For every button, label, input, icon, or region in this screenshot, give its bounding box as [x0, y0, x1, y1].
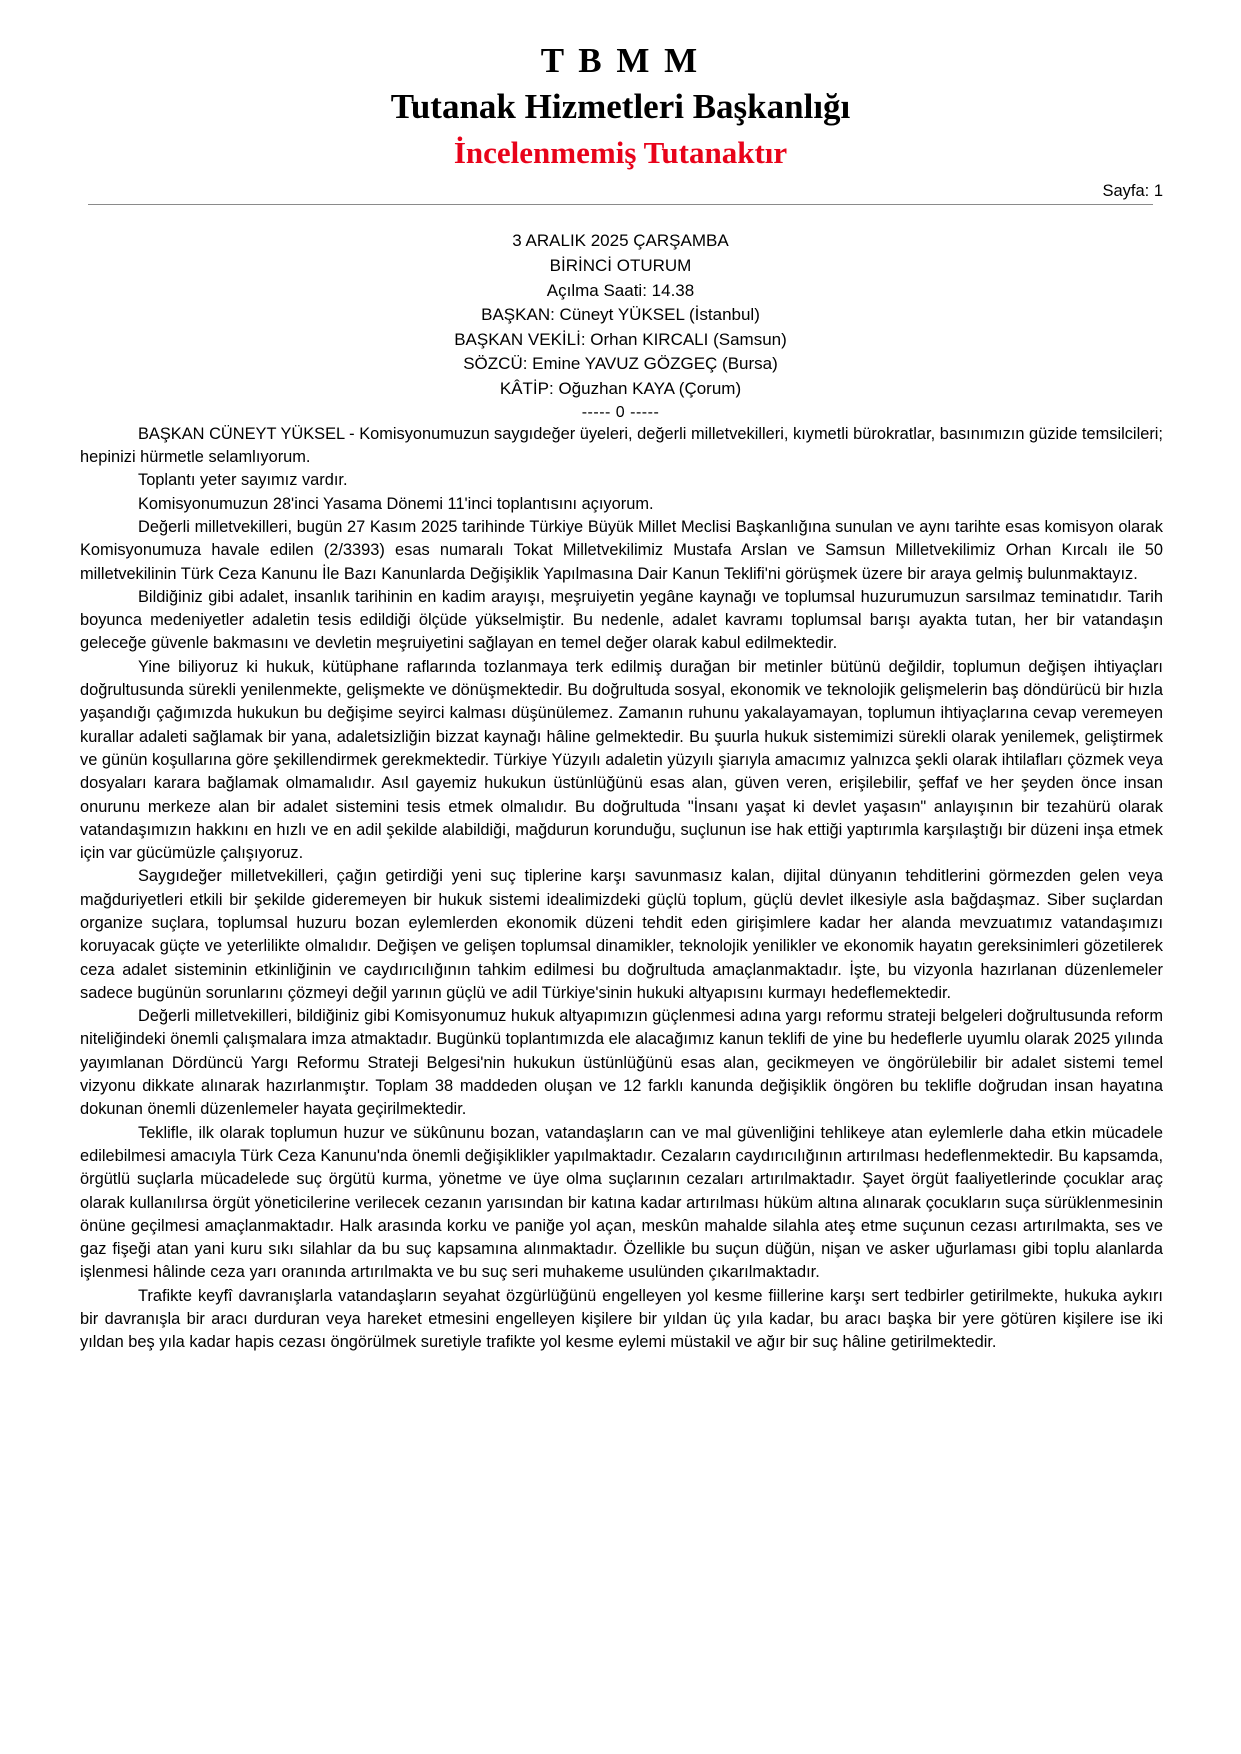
transcript-paragraph: Trafikte keyfî davranışlarla vatandaşların seyahat özgürlüğünü engelleyen yol kesme fiillerine karşı sert tedbirler getirilmekte, hukuka aykırı bir davranışla bir aracı durduran veya hareket etmesini engelleyen kişilere bir yıldan üç yıla kadar, bu aracı başka bir yere götüren kişilere ise iki yıldan beş yıla kadar hapis cezası öngörülmek suretiyle trafikte yol kesme eylemi müstakil ve ağır bir suç hâline getirilmektedir. [80, 1286, 1163, 1352]
transcript-paragraph: Teklifle, ilk olarak toplumun huzur ve sükûnunu bozan, vatandaşların can ve mal güvenliğini tehlikeye atan eylemlerle daha etkin mücadele edilebilmesi amacıyla Türk Ceza Kanunu'nda önemli değişiklikler yapılmaktadır. Cezaların caydırıcılığının artırılması hedeflenmektedir. Bu kapsamda, örgütlü suçlarla mücadelede suç örgütü kurma, yönetme ve üye olma suçlarının cezaları artırılmaktadır. Şayet örgüt faaliyetlerinde çocuklar araç olarak kullanılırsa örgüt yöneticilerine verilecek cezanın yarısından bir katına kadar artırılması hüküm altına alınarak çocukların suça sürüklenmesinin önüne geçilmesi amaçlanmaktadır. Halk arasında korku ve paniğe yol açan, meskûn mahalde silahla ateş etme suçunun cezası artırılmakta, ses ve gaz fişeği atan yani kuru sıkı silahlar da bu suç kapsamına alınmaktadır. Özellikle bu suçun düğün, nişan ve asker uğurlaması gibi toplu alanlarda işlenmesi hâlinde ceza yarı oranında artırılmakta ve bu suç seri muhakeme usulünden çıkarılmaktadır. [80, 1123, 1163, 1282]
transcript-paragraph: Değerli milletvekilleri, bugün 27 Kasım 2025 tarihinde Türkiye Büyük Millet Meclisi Başkanlığına sunulan ve aynı tarihte esas komisyon olarak Komisyonumuza havale edilen (2/3393) esas numaralı Tokat Milletvekilimiz Mustafa Arslan ve Samsun Milletvekilimiz Orhan Kırcalı ile 50 milletvekilinin Türk Ceza Kanunu İle Bazı Kanunlarda Değişiklik Yapılmasına Dair Kanun Teklifi'ni görüşmek üzere bir araya gelmiş bulunmaktayız. [80, 517, 1163, 583]
transcript-paragraph: Saygıdeğer milletvekilleri, çağın getirdiği yeni suç tiplerine karşı savunmasız kalan, dijital dünyanın tehditlerini görmezden gelen veya mağduriyetleri etkili bir şekilde gideremeyen bir hukuk sistemi idealimizdeki güçlü toplum, güçlü devlet ilkesiyle asla bağdaşmaz. Siber suçlardan organize suçlara, toplumsal huzuru bozan eylemlerden ekonomik düzeni tehdit eden girişimlere kadar her alanda mevzuatımız vatandaşımızı koruyacak güçte ve yeterlilikte olmalıdır. Değişen ve gelişen toplumsal dinamikler, teknolojik yenilikler ve ekonomik hayatın gereksinimleri gözetilerek ceza adalet sisteminin etkinliğinin ve caydırıcılığının tahkim edilmesi bu doğrultuda amaçlanmaktadır. İşte, bu vizyonla hazırlanan düzenlemeler sadece bugünün sorunlarını çözmeyi değil yarının güçlü ve adil Türkiye'sinin hukuki altyapısını kurmayı hedeflemektedir. [80, 867, 1163, 1002]
transcript-paragraph: Komisyonumuzun 28'inci Yasama Dönemi 11'inci toplantısını açıyorum. [138, 494, 654, 513]
transcript-paragraph: Yine biliyoruz ki hukuk, kütüphane raflarında tozlanmaya terk edilmiş durağan bir metinler bütünü değildir, toplumun değişen ihtiyaçları doğrultusunda sürekli yenilenmekte, gelişmekte ve dönüşmektedir. Bu doğrultuda sosyal, ekonomik ve teknolojik gelişmelerin baş döndürücü bir hızla yaşandığı çağımızda hukukun bu değişime seyirci kalması düşünülemez. Zamanın ruhunu yakalayamayan, toplumun ihtiyaçlarına cevap veremeyen kurallar adaleti sağlamak bir yana, adaletsizliğin bizzat kaynağı hâline gelmektedir. Bu şuurla hukuk sistemimizi sürekli olarak yenilemek, geliştirmek ve günün koşullarına göre şekillendirmek gerekmektedir. Türkiye Yüzyılı adaletin yüzyılı şiarıyla amacımız yalnızca şekli olarak ihtilafları çözmek veya dosyaları karara bağlamak olmamalıdır. Asıl gayemiz hukukun üstünlüğünü esas alan, güven veren, erişilebilir, şeffaf ve her şeyden önce insan onurunu merkeze alan bir adalet sistemini tesis etmek olmalıdır. Bu doğrultuda "İnsanı yaşat ki devlet yaşasın" anlayışının bir tezahürü olarak vatandaşımızın hakkını en hızlı ve en adil şekilde alabildiği, mağdurun korunduğu, suçlunun ise hak ettiği yaptırımla karşılaştığı bir düzeni inşa etmek için var gücümüzle çalışıyoruz. [80, 657, 1163, 863]
session-date: 3 ARALIK 2025 ÇARŞAMBA [512, 231, 729, 251]
session-info-block [0, 229, 1241, 401]
session-vice-chair: BAŞKAN VEKİLİ: Orhan KIRCALI (Samsun) [454, 329, 787, 349]
session-chair: BAŞKAN: Cüneyt YÜKSEL (İstanbul) [481, 305, 760, 325]
department-title: Tutanak Hizmetleri Başkanlığı [390, 86, 851, 126]
institution-acronym: T B M M [540, 41, 701, 80]
transcript-body [80, 423, 1163, 1355]
transcript-paragraph: Bildiğiniz gibi adalet, insanlık tarihinin en kadim arayışı, meşruiyetin yegâne kaynağı ve toplumsal huzurumuzun sarsılmaz teminatıdır. Tarih boyunca medeniyetler adaletin tesis edildiği ölçüde yükselmiştir. Bu nedenle, adalet kavramı toplumsal barışı ayakta tutan, her bir vatandaşın geleceğe güvenle bakmasını ve devletin meşruiyetini sağlayan en temel değer olarak kabul edilmektedir. [80, 587, 1163, 653]
transcript-paragraph: BAŞKAN CÜNEYT YÜKSEL - Komisyonumuzun saygıdeğer üyeleri, değerli milletvekilleri, kıymetli bürokratlar, basınımızın güzide temsilcileri; hepinizi hürmetle selamlıyorum. [80, 424, 1163, 467]
page-number-label: Sayfa: 1 [1102, 182, 1163, 201]
review-status-notice: İncelenmemiş Tutanaktır [453, 135, 788, 171]
transcript-paragraph: Değerli milletvekilleri, bildiğiniz gibi Komisyonumuz hukuk altyapımızın güçlenmesi adına yargı reformu strateji belgeleri doğrultusunda reform niteliğindeki önemli çalışmalara imza atmaktadır. Bugünkü toplantımızda ele alacağımız kanun teklifi de yine bu hedeflerle uyumlu olarak 2025 yılında yayımlanan Dördüncü Yargı Reformu Strateji Belgesi'nin hukukun üstünlüğünü esas alan, gecikmeyen ve öngörülebilir bir adalet sistemi temel vizyonu dikkate alınarak hazırlanmıştır. Toplam 38 maddeden oluşan ve 12 farklı kanunda değişiklik öngören bu teklifle doğrudan insan hayatına dokunan önemli düzenlemeler hayata geçirilmektedir. [80, 1007, 1163, 1119]
header-divider-rule [88, 204, 1153, 205]
session-sitting: BİRİNCİ OTURUM [549, 255, 692, 275]
page-number-row [0, 182, 1241, 200]
session-spokesperson: SÖZCÜ: Emine YAVUZ GÖZGEÇ (Bursa) [463, 354, 778, 374]
document-masthead [0, 0, 1241, 172]
session-clerk: KÂTİP: Oğuzhan KAYA (Çorum) [499, 379, 742, 399]
transcript-paragraph: Toplantı yeter sayımız vardır. [138, 471, 348, 490]
section-divider-mark: ----- 0 ----- [581, 403, 660, 421]
session-opening-time: Açılma Saati: 14.38 [546, 280, 695, 300]
